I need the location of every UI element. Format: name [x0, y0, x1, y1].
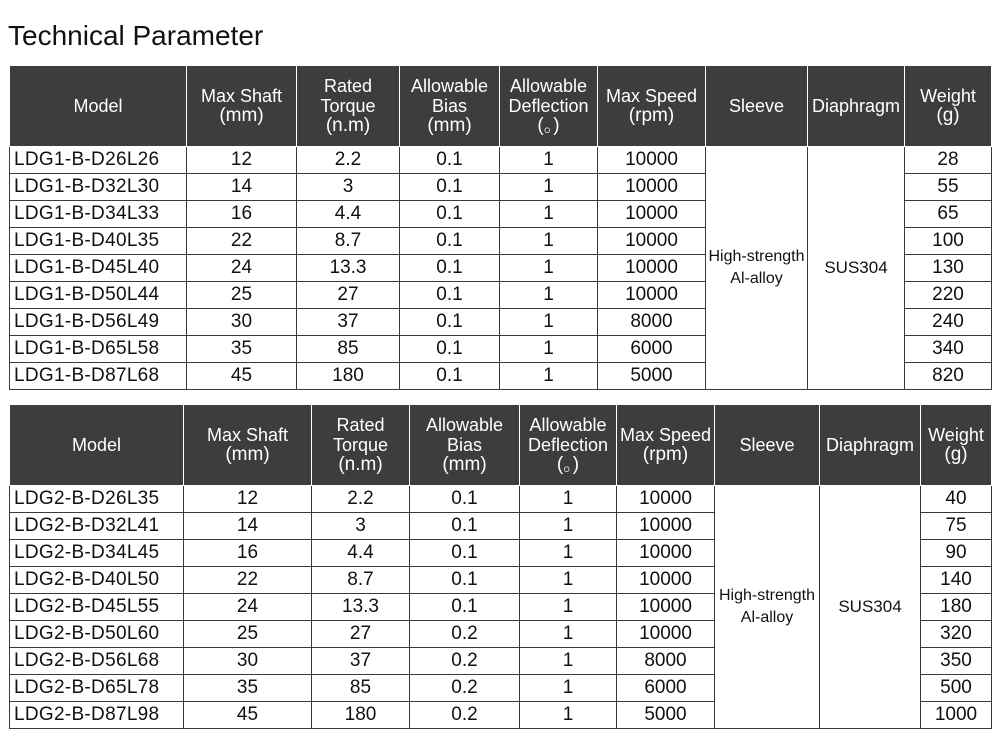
- column-header: [187, 66, 297, 147]
- max-shaft-cell: 45: [184, 702, 312, 729]
- allowable-deflection-cell: 1: [500, 309, 598, 336]
- weight-cell: 340: [905, 336, 992, 363]
- max-speed-cell: 10000: [617, 567, 715, 594]
- weight-cell: 500: [921, 675, 992, 702]
- allowable-bias-cell: 0.1: [400, 147, 500, 174]
- weight-cell: 90: [921, 540, 992, 567]
- max-speed-cell: 6000: [617, 675, 715, 702]
- allowable-deflection-cell: 1: [520, 648, 617, 675]
- weight-cell: 140: [921, 567, 992, 594]
- model-cell: LDG2-B-D87L98: [10, 702, 184, 729]
- allowable-deflection-cell: 1: [520, 567, 617, 594]
- rated-torque-cell: 4.4: [312, 540, 410, 567]
- column-header: [905, 66, 992, 147]
- column-header: [10, 66, 187, 147]
- max-speed-cell: 10000: [617, 513, 715, 540]
- rated-torque-cell: 85: [297, 336, 400, 363]
- max-shaft-cell: 25: [187, 282, 297, 309]
- max-speed-cell: 10000: [617, 486, 715, 513]
- weight-cell: 180: [921, 594, 992, 621]
- rated-torque-cell: 2.2: [297, 147, 400, 174]
- max-speed-cell: 8000: [617, 648, 715, 675]
- max-shaft-cell: 22: [184, 567, 312, 594]
- max-speed-cell: 10000: [598, 255, 706, 282]
- table-row: [10, 147, 992, 174]
- allowable-bias-cell: 0.2: [410, 702, 520, 729]
- model-cell: LDG1-B-D87L68: [10, 363, 187, 390]
- max-speed-cell: 10000: [598, 147, 706, 174]
- allowable-deflection-cell: 1: [500, 147, 598, 174]
- max-speed-cell: 10000: [617, 540, 715, 567]
- model-cell: LDG2-B-D34L45: [10, 540, 184, 567]
- max-speed-cell: 10000: [598, 228, 706, 255]
- allowable-deflection-cell: 1: [500, 255, 598, 282]
- max-speed-cell: 10000: [598, 201, 706, 228]
- max-speed-cell: 5000: [598, 363, 706, 390]
- column-header-label: Allowable Deflection: [508, 76, 589, 116]
- model-cell: LDG1-B-D26L26: [10, 147, 187, 174]
- allowable-bias-cell: 0.2: [410, 621, 520, 648]
- diaphragm-cell: SUS304: [808, 147, 905, 390]
- max-shaft-cell: 14: [187, 174, 297, 201]
- column-header: [598, 66, 706, 147]
- max-shaft-cell: 14: [184, 513, 312, 540]
- column-header-label: Allowable Bias: [425, 415, 504, 455]
- model-cell: LDG1-B-D40L35: [10, 228, 187, 255]
- column-header: [400, 66, 500, 147]
- max-speed-cell: 5000: [617, 702, 715, 729]
- spec-table-ldg1: [9, 66, 992, 390]
- allowable-bias-cell: 0.2: [410, 675, 520, 702]
- allowable-deflection-cell: 1: [520, 540, 617, 567]
- column-header: [820, 405, 921, 486]
- allowable-bias-cell: 0.1: [400, 282, 500, 309]
- rated-torque-cell: 13.3: [312, 594, 410, 621]
- allowable-bias-cell: 0.1: [410, 513, 520, 540]
- column-header-label: Max Shaft: [200, 86, 283, 106]
- rated-torque-cell: 8.7: [297, 228, 400, 255]
- weight-cell: 100: [905, 228, 992, 255]
- column-header: [500, 66, 598, 147]
- column-header-label: Max Shaft: [206, 425, 289, 445]
- rated-torque-cell: 3: [312, 513, 410, 540]
- allowable-deflection-cell: 1: [520, 675, 617, 702]
- max-shaft-cell: 30: [187, 309, 297, 336]
- column-header: [410, 405, 520, 486]
- header-row: [10, 405, 992, 486]
- rated-torque-cell: 37: [312, 648, 410, 675]
- model-cell: LDG2-B-D65L78: [10, 675, 184, 702]
- column-header-label: Sleeve: [739, 435, 795, 455]
- header-row: [10, 66, 992, 147]
- max-shaft-cell: 24: [184, 594, 312, 621]
- weight-cell: 220: [905, 282, 992, 309]
- page-title: Technical Parameter: [8, 20, 264, 51]
- column-header-unit: (。): [537, 115, 560, 136]
- model-cell: LDG2-B-D45L55: [10, 594, 184, 621]
- model-cell: LDG2-B-D56L68: [10, 648, 184, 675]
- rated-torque-cell: 85: [312, 675, 410, 702]
- column-header-unit: (n.m): [325, 115, 371, 136]
- rated-torque-cell: 2.2: [312, 486, 410, 513]
- rated-torque-cell: 4.4: [297, 201, 400, 228]
- model-cell: LDG1-B-D32L30: [10, 174, 187, 201]
- weight-cell: 28: [905, 147, 992, 174]
- rated-torque-cell: 13.3: [297, 255, 400, 282]
- weight-cell: 820: [905, 363, 992, 390]
- sleeve-line: High-strength: [718, 587, 816, 604]
- model-cell: LDG1-B-D50L44: [10, 282, 187, 309]
- model-cell: LDG1-B-D45L40: [10, 255, 187, 282]
- max-shaft-cell: 30: [184, 648, 312, 675]
- allowable-bias-cell: 0.1: [400, 174, 500, 201]
- column-header-label: Rated Torque: [332, 415, 389, 455]
- diaphragm-cell: SUS304: [820, 486, 921, 729]
- weight-cell: 350: [921, 648, 992, 675]
- column-header-unit: (n.m): [338, 454, 383, 475]
- allowable-deflection-cell: 1: [500, 363, 598, 390]
- allowable-deflection-cell: 1: [520, 594, 617, 621]
- column-header-unit: (mm): [225, 444, 270, 465]
- max-shaft-cell: 16: [184, 540, 312, 567]
- allowable-deflection-cell: 1: [520, 702, 617, 729]
- weight-cell: 75: [921, 513, 992, 540]
- allowable-deflection-cell: 1: [500, 174, 598, 201]
- allowable-bias-cell: 0.1: [410, 486, 520, 513]
- column-header-label: Sleeve: [728, 96, 785, 116]
- table-row: [10, 486, 992, 513]
- column-header-label: Weight: [920, 86, 976, 106]
- allowable-bias-cell: 0.1: [400, 228, 500, 255]
- max-speed-cell: 10000: [617, 621, 715, 648]
- max-shaft-cell: 12: [187, 147, 297, 174]
- column-header: [921, 405, 992, 486]
- spec-table-ldg2: [9, 405, 992, 729]
- weight-cell: 1000: [921, 702, 992, 729]
- column-header: [715, 405, 820, 486]
- column-header-unit: (rpm): [642, 444, 689, 465]
- column-header: [706, 66, 808, 147]
- column-header: [184, 405, 312, 486]
- rated-torque-cell: 180: [297, 363, 400, 390]
- allowable-bias-cell: 0.1: [410, 567, 520, 594]
- rated-torque-cell: 27: [312, 621, 410, 648]
- max-shaft-cell: 35: [184, 675, 312, 702]
- allowable-deflection-cell: 1: [500, 282, 598, 309]
- allowable-bias-cell: 0.1: [400, 309, 500, 336]
- column-header: [297, 66, 400, 147]
- sleeve-cell: [706, 147, 808, 390]
- column-header-label: Weight: [928, 425, 984, 445]
- max-speed-cell: 8000: [598, 309, 706, 336]
- weight-cell: 130: [905, 255, 992, 282]
- max-shaft-cell: 22: [187, 228, 297, 255]
- column-header-unit: (g): [936, 105, 960, 126]
- max-shaft-cell: 35: [187, 336, 297, 363]
- max-shaft-cell: 24: [187, 255, 297, 282]
- allowable-bias-cell: 0.1: [410, 594, 520, 621]
- allowable-deflection-cell: 1: [500, 336, 598, 363]
- max-shaft-cell: 25: [184, 621, 312, 648]
- allowable-bias-cell: 0.1: [400, 363, 500, 390]
- sleeve-line: High-strength: [708, 248, 805, 265]
- rated-torque-cell: 27: [297, 282, 400, 309]
- allowable-bias-cell: 0.2: [410, 648, 520, 675]
- allowable-deflection-cell: 1: [520, 486, 617, 513]
- column-header-unit: (mm): [427, 115, 472, 136]
- column-header: [10, 405, 184, 486]
- allowable-bias-cell: 0.1: [400, 336, 500, 363]
- column-header: [312, 405, 410, 486]
- allowable-bias-cell: 0.1: [400, 201, 500, 228]
- allowable-bias-cell: 0.1: [400, 255, 500, 282]
- max-speed-cell: 10000: [617, 594, 715, 621]
- column-header-label: Diaphragm: [811, 96, 901, 116]
- model-cell: LDG1-B-D34L33: [10, 201, 187, 228]
- column-header-label: Max Speed: [619, 425, 712, 445]
- allowable-deflection-cell: 1: [520, 513, 617, 540]
- column-header-unit: (。): [556, 454, 580, 475]
- column-header-label: Allowable Deflection: [527, 415, 609, 455]
- rated-torque-cell: 180: [312, 702, 410, 729]
- weight-cell: 240: [905, 309, 992, 336]
- column-header: [808, 66, 905, 147]
- column-header-label: Rated Torque: [320, 76, 376, 116]
- model-cell: LDG2-B-D26L35: [10, 486, 184, 513]
- column-header-label: Model: [71, 435, 122, 455]
- max-shaft-cell: 45: [187, 363, 297, 390]
- column-header-unit: (g): [944, 444, 968, 465]
- allowable-bias-cell: 0.1: [410, 540, 520, 567]
- model-cell: LDG2-B-D32L41: [10, 513, 184, 540]
- column-header-label: Diaphragm: [825, 435, 915, 455]
- column-header-label: Allowable Bias: [410, 76, 489, 116]
- max-speed-cell: 10000: [598, 282, 706, 309]
- rated-torque-cell: 3: [297, 174, 400, 201]
- rated-torque-cell: 8.7: [312, 567, 410, 594]
- column-header-label: Model: [73, 96, 123, 116]
- weight-cell: 55: [905, 174, 992, 201]
- rated-torque-cell: 37: [297, 309, 400, 336]
- weight-cell: 40: [921, 486, 992, 513]
- sleeve-cell: [715, 486, 820, 729]
- allowable-deflection-cell: 1: [520, 621, 617, 648]
- weight-cell: 320: [921, 621, 992, 648]
- model-cell: LDG1-B-D56L49: [10, 309, 187, 336]
- allowable-deflection-cell: 1: [500, 228, 598, 255]
- sleeve-line: Al-alloy: [730, 270, 783, 287]
- model-cell: LDG2-B-D40L50: [10, 567, 184, 594]
- max-shaft-cell: 12: [184, 486, 312, 513]
- column-header: [520, 405, 617, 486]
- column-header: [617, 405, 715, 486]
- column-header-unit: (mm): [442, 454, 487, 475]
- max-speed-cell: 10000: [598, 174, 706, 201]
- max-shaft-cell: 16: [187, 201, 297, 228]
- allowable-deflection-cell: 1: [500, 201, 598, 228]
- model-cell: LDG1-B-D65L58: [10, 336, 187, 363]
- column-header-unit: (mm): [219, 105, 264, 126]
- model-cell: LDG2-B-D50L60: [10, 621, 184, 648]
- sleeve-line: Al-alloy: [740, 609, 794, 626]
- column-header-unit: (rpm): [628, 105, 675, 126]
- column-header-label: Max Speed: [605, 86, 698, 106]
- weight-cell: 65: [905, 201, 992, 228]
- max-speed-cell: 6000: [598, 336, 706, 363]
